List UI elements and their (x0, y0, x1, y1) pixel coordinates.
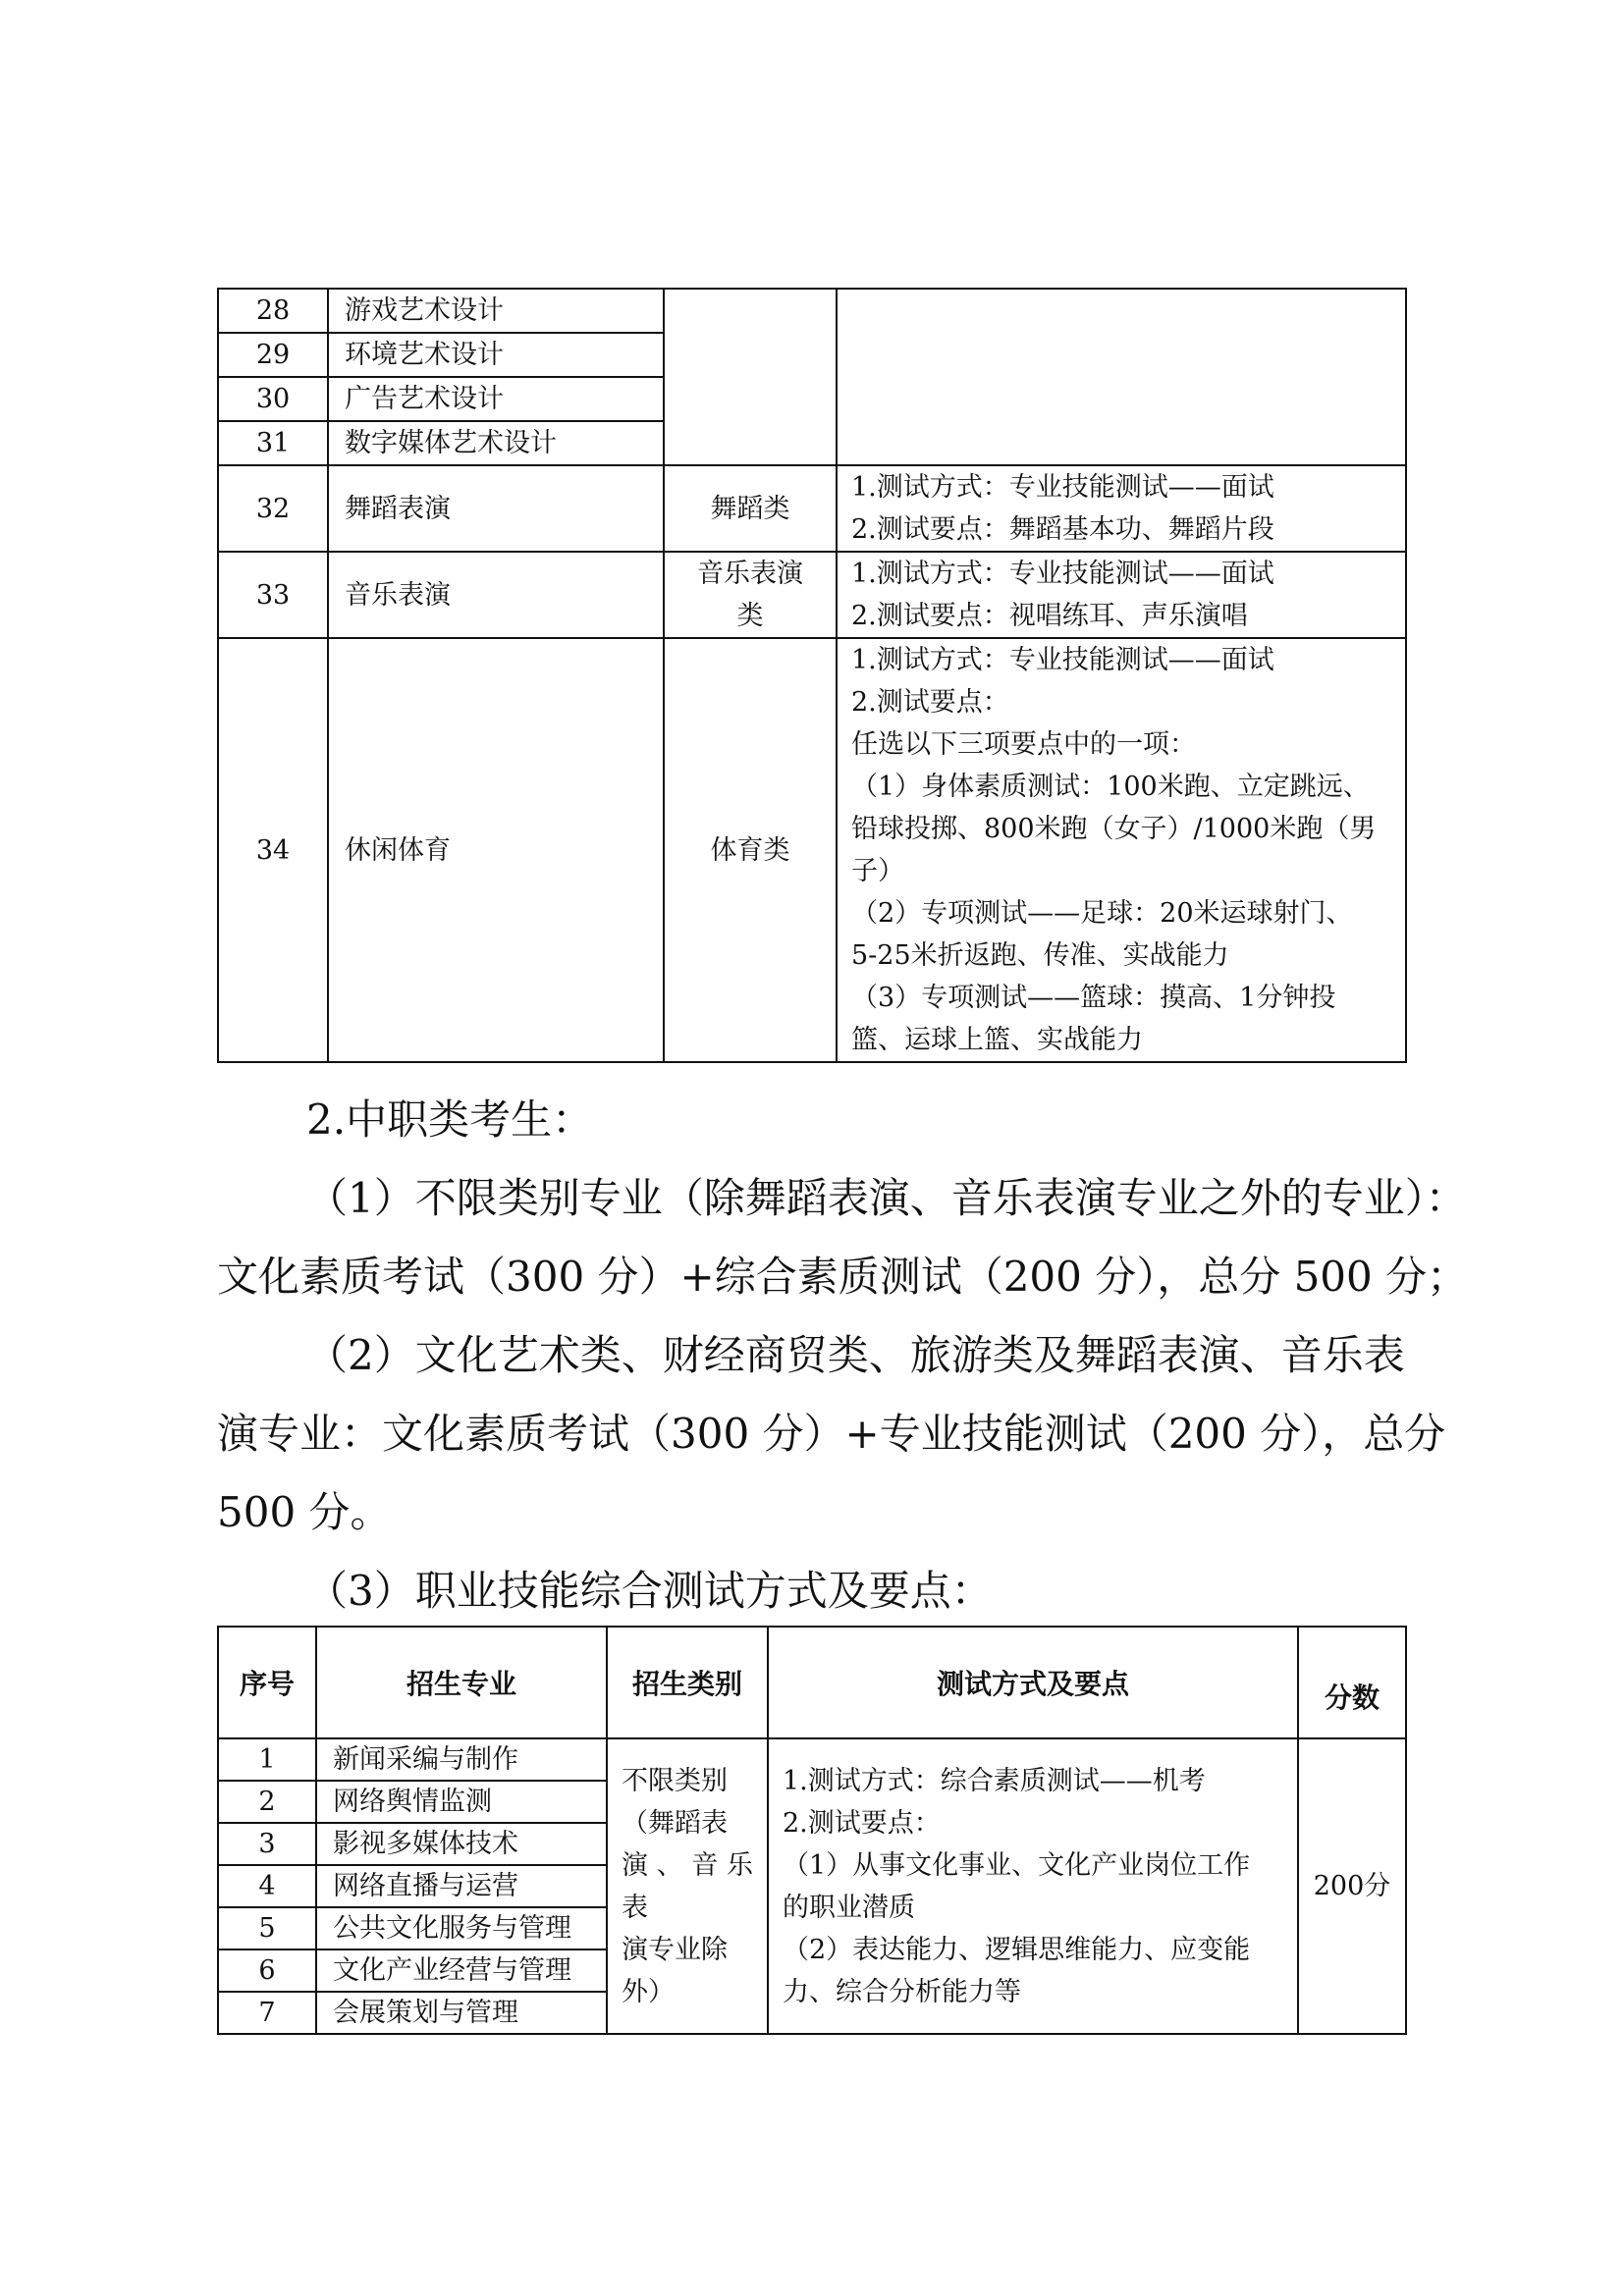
major-name: 游戏艺术设计 (328, 289, 664, 333)
desc-line: 5-25米折返跑、传准、实战能力 (851, 940, 1229, 971)
row-number: 32 (218, 465, 328, 552)
paragraph-line: （1）不限类别专业（除舞蹈表演、音乐表演专业之外的专业）： (306, 1174, 1467, 1222)
table-row (218, 552, 1406, 638)
desc-line: 1.测试方式：综合素质测试——机考 (783, 1765, 1206, 1796)
major-name: 文化产业经营与管理 (316, 1949, 607, 1992)
desc-line: 2.测试要点： (851, 687, 1009, 718)
majors-table-upper (217, 288, 1407, 1063)
desc-line: 1.测试方式：专业技能测试——面试 (851, 645, 1274, 675)
desc-line: 2.测试要点：舞蹈基本功、舞蹈片段 (851, 514, 1274, 545)
desc-line: （3）专项测试——篮球：摸高、1分钟投 (851, 983, 1336, 1013)
row-number: 6 (218, 1949, 316, 1992)
category-cell-empty (664, 289, 837, 465)
major-name: 影视多媒体技术 (316, 1823, 607, 1865)
desc-line: 1.测试方式：专业技能测试——面试 (851, 559, 1274, 589)
header-method: 测试方式及要点 (768, 1627, 1298, 1738)
row-number: 30 (218, 377, 328, 421)
category (664, 552, 837, 638)
paragraph-line: 演专业：文化素质考试（300 分）+专业技能测试（200 分），总分 (217, 1410, 1446, 1458)
test-description (837, 552, 1406, 638)
category-line: （舞蹈表 (622, 1807, 728, 1839)
row-number: 33 (218, 552, 328, 638)
desc-line: 铅球投掷、800米跑（女子）/1000米跑（男 (851, 814, 1377, 844)
table-row (218, 465, 1406, 552)
major-name: 音乐表演 (328, 552, 664, 638)
table-row (218, 289, 1406, 333)
major-name: 环境艺术设计 (328, 333, 664, 377)
major-name: 网络舆情监测 (316, 1781, 607, 1823)
major-name: 新闻采编与制作 (316, 1738, 607, 1781)
row-number: 4 (218, 1865, 316, 1907)
category (607, 1738, 768, 2034)
header-score: 分数 (1298, 1627, 1406, 1738)
desc-line: 1.测试方式：专业技能测试——面试 (851, 472, 1274, 503)
header-no: 序号 (218, 1627, 316, 1738)
row-number: 28 (218, 289, 328, 333)
table-row (218, 1738, 1406, 1781)
category: 体育类 (664, 638, 837, 1062)
desc-line: 2.测试要点：视唱练耳、声乐演唱 (851, 601, 1248, 631)
desc-line: 子） (851, 856, 904, 886)
header-category: 招生类别 (607, 1627, 768, 1738)
major-name: 数字媒体艺术设计 (328, 421, 664, 465)
test-description (837, 465, 1406, 552)
paragraph-line: 500 分。 (217, 1488, 392, 1536)
desc-line: 的职业潜质 (783, 1892, 915, 1923)
desc-line: 2.测试要点： (783, 1807, 941, 1839)
major-name: 会展策划与管理 (316, 1992, 607, 2034)
major-name: 休闲体育 (328, 638, 664, 1062)
major-name: 舞蹈表演 (328, 465, 664, 552)
row-number: 2 (218, 1781, 316, 1823)
category-line: 音乐表演 (697, 559, 803, 589)
score: 200分 (1298, 1738, 1406, 2034)
row-number: 34 (218, 638, 328, 1062)
paragraph-line: （2）文化艺术类、财经商贸类、旅游类及舞蹈表演、音乐表 (306, 1331, 1405, 1379)
paragraph-line: 文化素质考试（300 分）+综合素质测试（200 分），总分 500 分； (217, 1253, 1469, 1301)
desc-line: 篮、运球上篮、实战能力 (851, 1025, 1143, 1055)
paragraph-line: （3）职业技能综合测试方式及要点： (306, 1567, 993, 1615)
row-number: 7 (218, 1992, 316, 2034)
test-description (837, 638, 1406, 1062)
major-name: 公共文化服务与管理 (316, 1907, 607, 1949)
section-heading: 2.中职类考生： (306, 1095, 594, 1144)
row-number: 31 (218, 421, 328, 465)
major-name: 广告艺术设计 (328, 377, 664, 421)
category-line: 演、音乐表 (622, 1849, 753, 1923)
table-row (218, 638, 1406, 1062)
desc-cell-empty (837, 289, 1406, 465)
row-number: 5 (218, 1907, 316, 1949)
category: 舞蹈类 (664, 465, 837, 552)
desc-line: （1）从事文化事业、文化产业岗位工作 (783, 1849, 1251, 1881)
desc-line: （1）身体素质测试：100米跑、立定跳远、 (851, 772, 1370, 802)
vocational-test-table (217, 1626, 1407, 2035)
table-header-row (218, 1627, 1406, 1738)
desc-line: （2）专项测试——足球：20米运球射门、 (851, 898, 1353, 929)
desc-line: 力、综合分析能力等 (783, 1976, 1021, 2007)
category-line: 类 (736, 601, 764, 631)
desc-line: 任选以下三项要点中的一项： (851, 729, 1196, 760)
category-line: 不限类别 (622, 1765, 728, 1796)
test-description (768, 1738, 1298, 2034)
desc-line: （2）表达能力、逻辑思维能力、应变能 (783, 1934, 1251, 1965)
row-number: 3 (218, 1823, 316, 1865)
major-name: 网络直播与运营 (316, 1865, 607, 1907)
row-number: 29 (218, 333, 328, 377)
row-number: 1 (218, 1738, 316, 1781)
header-major: 招生专业 (316, 1627, 607, 1738)
category-line: 演专业除 (622, 1934, 728, 1965)
category-line: 外） (622, 1976, 675, 2007)
